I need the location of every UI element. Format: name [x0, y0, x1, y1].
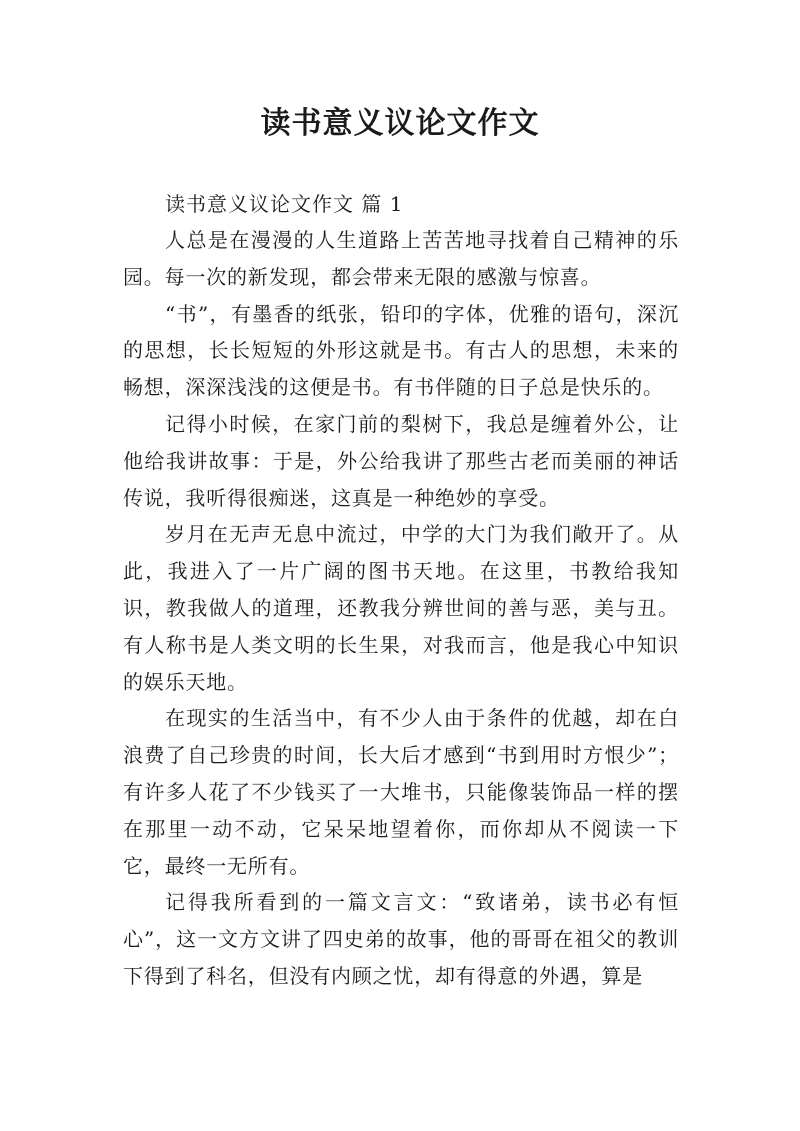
document-body	[123, 186, 679, 995]
section-heading: 读书意义议论文作文 篇 1	[165, 192, 404, 216]
paragraph: 在现实的生活当中，有不少人由于条件的优越，却在白浪费了自己珍贵的时间，长大后才感到“书到用时方恨少”；有许多人花了不少钱买了一大堆书，只能像装饰品一样的摆在那里一动不动，它呆呆地望着你，而你却从不阅读一下它，最终一无所有。	[123, 706, 679, 878]
paragraph: 人总是在漫漫的人生道路上苦苦地寻找着自己精神的乐园。每一次的新发现，都会带来无限的感激与惊喜。	[123, 228, 679, 289]
paragraph: 记得小时候，在家门前的梨树下，我总是缠着外公，让他给我讲故事：于是，外公给我讲了那些古老而美丽的神话传说，我听得很痴迷，这真是一种绝妙的享受。	[123, 411, 679, 510]
paragraph: “书”，有墨香的纸张，铅印的字体，优雅的语句，深沉的思想，长长短短的外形这就是书。有古人的思想，未来的畅想，深深浅浅的这便是书。有书伴随的日子总是快乐的。	[123, 301, 679, 400]
paragraph: 岁月在无声无息中流过，中学的大门为我们敞开了。从此，我进入了一片广阔的图书天地。在这里，书教给我知识，教我做人的道理，还教我分辨世间的善与恶，美与丑。有人称书是人类文明的长生果，对我而言，他是我心中知识的娱乐天地。	[123, 522, 679, 694]
paragraph: 记得我所看到的一篇文言文：“致诸弟，读书必有恒心”，这一文方文讲了四史弟的故事，他的哥哥在祖父的教训下得到了科名，但没有内顾之忧，却有得意的外遇，算是	[123, 890, 679, 988]
document-title: 读书意义议论文作文	[260, 106, 540, 141]
